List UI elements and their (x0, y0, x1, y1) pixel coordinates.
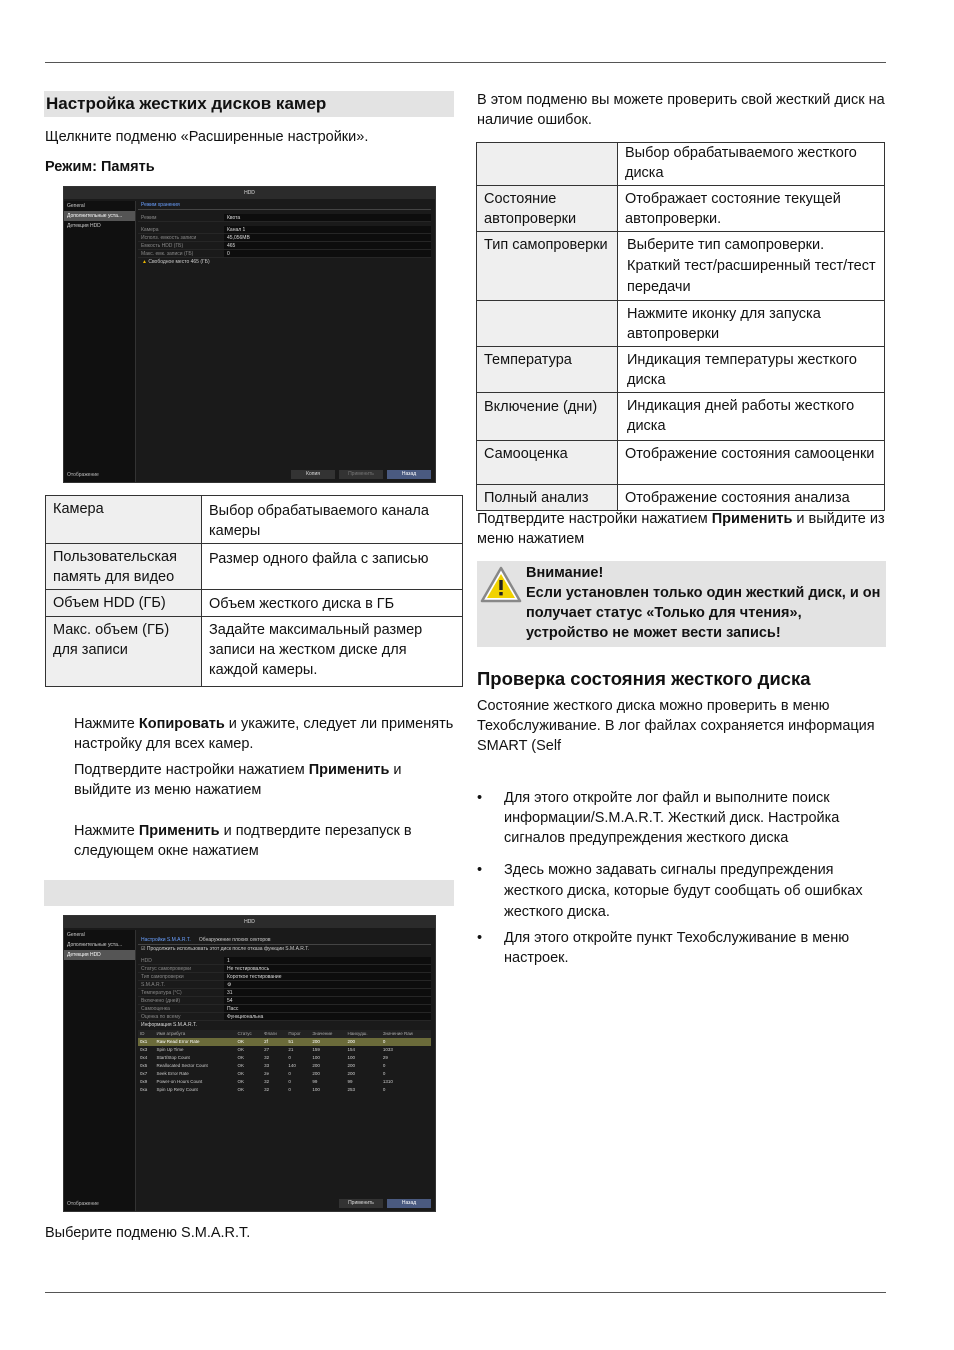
smart-header-row (138, 1030, 431, 1038)
table-row (477, 232, 885, 301)
smart-run-icon[interactable]: ⚙ (224, 981, 431, 988)
smart-cell: 99 (347, 1079, 353, 1084)
smart-cell: Seek Error Rate (156, 1071, 189, 1076)
smart-cell: OK (237, 1055, 244, 1060)
screenshot-title: HDD (64, 187, 435, 199)
setting-row[interactable] (138, 234, 431, 242)
table-row (477, 441, 885, 485)
smart-row[interactable] (138, 1054, 431, 1062)
warning-text-block (526, 563, 882, 643)
back-button[interactable]: Назад (387, 470, 431, 479)
table-label: Объем HDD (ГБ) (46, 590, 202, 617)
smart-cell: Raw Read Error Rate (155, 1038, 236, 1046)
setting-value: 1 (224, 957, 431, 964)
smart-cell: 200 (347, 1071, 356, 1076)
table-desc: Индикация температуры жесткого диска (618, 347, 885, 393)
sidebar-footer[interactable]: Отображение (67, 1201, 99, 1207)
screenshot-tabs (138, 201, 431, 210)
smart-cell: Spin Up Retry Count (156, 1087, 198, 1092)
setting-key: Статус самопроверки (141, 966, 192, 972)
setting-key: Самооценка (141, 1006, 170, 1012)
screenshot-main (138, 936, 431, 1197)
warning-box (477, 561, 886, 647)
setting-row (138, 989, 431, 997)
step-restart-bold: Применить (138, 823, 220, 839)
smart-cell: Reallocated Sector Count (156, 1063, 208, 1068)
smart-cell: OK (237, 1047, 244, 1052)
smart-row[interactable] (138, 1086, 431, 1094)
checkbox-label: Продолжить использовать этот диск после отказа функции S.M.A.R.T. (146, 946, 310, 952)
table-label: Состояние автопроверки (477, 186, 618, 232)
smart-cell: 32 (264, 1079, 270, 1084)
smart-cell: 0x5 (140, 1063, 148, 1068)
table-desc: Выбор обрабатываемого канала камеры (202, 496, 463, 544)
setting-row[interactable] (138, 973, 431, 981)
hdd-storage-screenshot (63, 186, 436, 483)
smart-cell: 2e (264, 1071, 270, 1076)
setting-row (138, 965, 431, 973)
tab-smart-settings[interactable]: Настройки S.M.A.R.T. (141, 937, 191, 943)
warning-icon: ▲ (142, 259, 147, 265)
smart-cell: 0 (382, 1071, 386, 1076)
confirm-bold: Применить (711, 511, 793, 527)
table-desc: Отображает состояние текущей автопроверки. (618, 186, 885, 232)
smart-row[interactable] (138, 1078, 431, 1086)
step-apply (74, 760, 456, 800)
setting-row[interactable] (138, 957, 431, 965)
smart-cell: 253 (347, 1087, 356, 1092)
setting-row[interactable] (138, 250, 431, 258)
table-desc: Задайте максимальный размер записи на жестком диске для каждой камеры. (202, 617, 463, 687)
table-label: Включение (дни) (477, 393, 618, 441)
table-row (477, 485, 885, 511)
smart-cell: 2f (262, 1038, 286, 1046)
setting-row (138, 1005, 431, 1013)
checkbox-icon[interactable]: ☑ (141, 946, 146, 952)
tab-storage-mode[interactable]: Режим хранения (141, 202, 180, 208)
smart-caption: Выберите подменю S.M.A.R.T. (45, 1225, 251, 1241)
table-row (46, 496, 463, 544)
smart-col-header: Порог (286, 1030, 310, 1038)
smart-cell: 1310 (382, 1079, 393, 1084)
smart-cell: 99 (312, 1079, 318, 1084)
table-desc: Нажмите иконку для запуска автопроверки (618, 301, 885, 347)
table-label (477, 301, 618, 347)
setting-row[interactable] (138, 242, 431, 250)
table-desc: Отображение состояния самооценки (618, 441, 885, 485)
empty-section-bar (44, 880, 454, 906)
setting-key: Оценка по всему (141, 1014, 181, 1020)
top-rule (45, 62, 886, 63)
smart-row[interactable] (138, 1062, 431, 1070)
smart-col-header: ID (138, 1030, 155, 1038)
table-label: Тип самопроверки (477, 232, 618, 301)
setting-key: Емкость HDD (ГБ) (141, 243, 184, 249)
table-label: Камера (46, 496, 202, 544)
sidebar-footer[interactable]: Отображение (67, 472, 99, 478)
setting-key: Включено (дней) (141, 998, 181, 1004)
table-row (477, 347, 885, 393)
smart-settings-table (476, 142, 885, 511)
smart-cell: 100 (312, 1087, 320, 1092)
table-row (46, 617, 463, 687)
table-desc: Выберите тип самопроверки. Краткий тест/расширенный тест/тест передачи (618, 232, 885, 301)
back-button[interactable]: Назад (387, 1199, 431, 1208)
warning-icon (480, 566, 522, 603)
smart-cell: 0 (382, 1063, 386, 1068)
smart-cell: 140 (288, 1063, 296, 1068)
sidebar-item-advanced[interactable]: Дополнительные уста... (64, 211, 135, 221)
table-desc: Отображение состояния анализа (618, 485, 885, 511)
smart-col-header: Статус (235, 1030, 262, 1038)
smart-cell: OK (237, 1079, 244, 1084)
tab-bad-sectors[interactable]: Обнаружение плохих секторов (198, 937, 271, 943)
list-item: • Для этого откройте пункт Техобслуживание в меню настроек. (477, 928, 887, 968)
screenshot-sidebar (64, 930, 136, 1211)
sidebar-item-hdd-detect[interactable]: Детекция HDD (67, 223, 101, 229)
table-row (46, 544, 463, 590)
mode-label: Режим: Память (45, 159, 155, 175)
smart-cell: 1033 (382, 1047, 393, 1052)
table-desc: Индикация дней работы жесткого диска (618, 393, 885, 441)
smart-cell: 200 (346, 1038, 381, 1046)
setting-row[interactable] (138, 226, 431, 234)
smart-cell: 0 (288, 1071, 291, 1076)
confirm-post: и выйдите из меню нажатием (477, 511, 885, 547)
table-row (46, 590, 463, 617)
smart-cell: 32 (264, 1055, 270, 1060)
smart-cell: 0 (288, 1079, 291, 1084)
screenshot-title: HDD (64, 916, 435, 928)
table-row (477, 393, 885, 441)
section-heading-hdd-status: Проверка состояния жесткого диска (477, 668, 811, 689)
smart-cell: 200 (347, 1063, 356, 1068)
setting-key: HDD (141, 958, 152, 964)
camera-settings-table (45, 495, 463, 687)
smart-cell: 32 (264, 1087, 270, 1092)
smart-cell: 100 (312, 1055, 320, 1060)
smart-cell: 0x3 (140, 1047, 148, 1052)
smart-cell: 27 (264, 1047, 270, 1052)
smart-cell: 200 (310, 1038, 345, 1046)
setting-key: Камера (141, 227, 159, 233)
setting-row[interactable] (138, 214, 431, 222)
setting-value: 45,056MB (224, 234, 431, 241)
table-row (477, 186, 885, 232)
smart-row[interactable] (138, 1070, 431, 1078)
smart-table-body (138, 1038, 431, 1094)
step-copy-bold: Копировать (138, 716, 225, 732)
smart-cell: 0x4 (140, 1055, 148, 1060)
step-apply-bold: Применить (308, 762, 390, 778)
step-copy-post: и укажите, следует ли применять настройку для всех камер. (74, 716, 454, 752)
table-label: Температура (477, 347, 618, 393)
smart-col-header: Значение Raw (381, 1030, 431, 1038)
smart-col-header: Флаги (262, 1030, 286, 1038)
smart-cell: 21 (288, 1047, 294, 1052)
continue-checkbox[interactable] (138, 945, 431, 954)
setting-value: 54 (224, 997, 431, 1004)
setting-value: Квота (224, 214, 431, 221)
list-item: • Для этого откройте лог файл и выполните поиск информации/S.M.A.R.T. Жесткий диск. Настройка сигналов предупреждения жесткого диска (477, 788, 887, 848)
setting-value: 31 (224, 989, 431, 996)
table-label: Самооценка (477, 441, 618, 485)
setting-key: Макс. емк. записи (ГБ) (141, 251, 194, 257)
screenshot-main (138, 201, 431, 468)
smart-col-header: Наихудш. (346, 1030, 381, 1038)
screenshot-buttons (339, 1199, 431, 1208)
smart-cell: 0x1 (138, 1038, 155, 1046)
smart-cell: 0x7 (140, 1071, 148, 1076)
step-copy (74, 714, 456, 754)
bullet-list (477, 788, 887, 968)
setting-key: Режим (141, 215, 157, 221)
setting-row (138, 1013, 431, 1021)
right-intro: В этом подменю вы можете проверить свой жесткий диск на наличие ошибок. (477, 92, 885, 128)
smart-cell: 29 (382, 1055, 388, 1060)
table-desc: Объем жесткого диска в ГБ (202, 590, 463, 617)
step-restart (74, 821, 456, 861)
sidebar-item-general[interactable]: General (67, 203, 85, 209)
setting-key: Исполз. емкость записи (141, 235, 197, 241)
smart-cell: OK (237, 1063, 244, 1068)
table-label: Полный анализ (477, 485, 618, 511)
smart-cell: OK (235, 1038, 262, 1046)
confirm-text (477, 509, 887, 549)
screenshot-buttons (291, 470, 431, 479)
step-apply-post: и выйдите из меню нажатием (74, 762, 402, 798)
setting-key: Температура (°C) (141, 990, 182, 996)
free-space-text: Свободное место 465 (ГБ) (148, 259, 210, 265)
step-restart-pre: Нажмите (74, 823, 139, 839)
step-restart-post: и подтвердите перезапуск в следующем окне нажатием (74, 823, 412, 859)
apply-button[interactable]: Применить (339, 470, 383, 479)
table-row (477, 301, 885, 347)
smart-cell: 33 (264, 1063, 270, 1068)
step-copy-pre: Нажмите (74, 716, 139, 732)
smart-col-header: Значение (310, 1030, 345, 1038)
status-paragraph: Состояние жесткого диска можно проверить в меню Техобслуживание. В лог файлах сохраняется информация SMART (Self (477, 698, 875, 754)
table-desc: Размер одного файла с записью (202, 544, 463, 590)
free-space-note (138, 258, 431, 267)
smart-cell: Start/Stop Count (156, 1055, 190, 1060)
setting-key: S.M.A.R.T. (141, 982, 165, 988)
smart-cell: 0xa (140, 1087, 148, 1092)
setting-value: Не тестировалось (224, 965, 431, 972)
smart-row[interactable] (138, 1038, 431, 1046)
smart-cell: 154 (347, 1047, 356, 1052)
sidebar-item-hdd-detect[interactable]: Детекция HDD (64, 950, 135, 960)
table-label: Макс. объем (ГБ) для записи (46, 617, 202, 687)
smart-screenshot (63, 915, 436, 1212)
smart-cell: Spin Up Time (156, 1047, 184, 1052)
smart-cell: Power-on Hours Count (156, 1079, 203, 1084)
smart-cell: OK (237, 1087, 244, 1092)
confirm-pre: Подтвердите настройки нажатием (477, 511, 712, 527)
setting-row[interactable] (138, 981, 431, 989)
setting-value: 0 (224, 250, 431, 257)
smart-cell: 159 (312, 1047, 320, 1052)
setting-value: Короткое тестирование (224, 973, 431, 980)
warning-title: Внимание! (526, 565, 604, 581)
smart-cell: OK (237, 1071, 244, 1076)
smart-attributes-table (138, 1030, 431, 1094)
smart-cell: 100 (347, 1055, 356, 1060)
sidebar-item-general[interactable]: General (67, 932, 85, 938)
screenshot-tabs (138, 936, 431, 945)
smart-cell: 200 (312, 1063, 320, 1068)
smart-cell: 200 (312, 1071, 320, 1076)
sidebar-item-advanced[interactable]: Дополнительные уста... (67, 942, 123, 948)
step-apply-pre: Подтвердите настройки нажатием (74, 762, 309, 778)
table-label (477, 143, 618, 186)
setting-value: Функциональна (224, 1013, 431, 1020)
setting-row (138, 997, 431, 1005)
setting-key: Тип самопроверки (141, 974, 184, 980)
warning-text: Если установлен только один жесткий диск, и он получает статус «Только для чтения», устройство не может вести запись! (526, 585, 881, 641)
table-desc: Выбор обрабатываемого жесткого диска (618, 143, 885, 186)
smart-cell: 51 (286, 1038, 310, 1046)
section-heading-hdd-settings: Настройка жестких дисков камер (44, 91, 454, 117)
table-row (477, 143, 885, 186)
setting-value: Пасс (224, 1005, 431, 1012)
setting-value: 465 (224, 242, 431, 249)
intro-text: Щелкните подменю «Расширенные настройки». (45, 129, 369, 145)
smart-col-header: Имя атрибута (155, 1030, 236, 1038)
copy-button[interactable]: Копия (291, 470, 335, 479)
list-item: • Здесь можно задавать сигналы предупреждения жесткого диска, которые будут сообщать об ошибках жесткого диска. (477, 860, 887, 923)
setting-value: Канал 1 (224, 226, 431, 233)
smart-cell: 0 (288, 1055, 291, 1060)
screenshot-sidebar (64, 201, 136, 482)
smart-row[interactable] (138, 1046, 431, 1054)
bottom-rule (45, 1292, 886, 1293)
smart-cell: 0 (288, 1087, 291, 1092)
apply-button[interactable]: Применить (339, 1199, 383, 1208)
table-label: Пользовательская память для видео (46, 544, 202, 590)
smart-cell: 0 (382, 1087, 386, 1092)
smart-info-title: Информация S.M.A.R.T. (141, 1022, 197, 1028)
smart-cell: 0 (381, 1038, 431, 1046)
smart-cell: 0x9 (140, 1079, 148, 1084)
